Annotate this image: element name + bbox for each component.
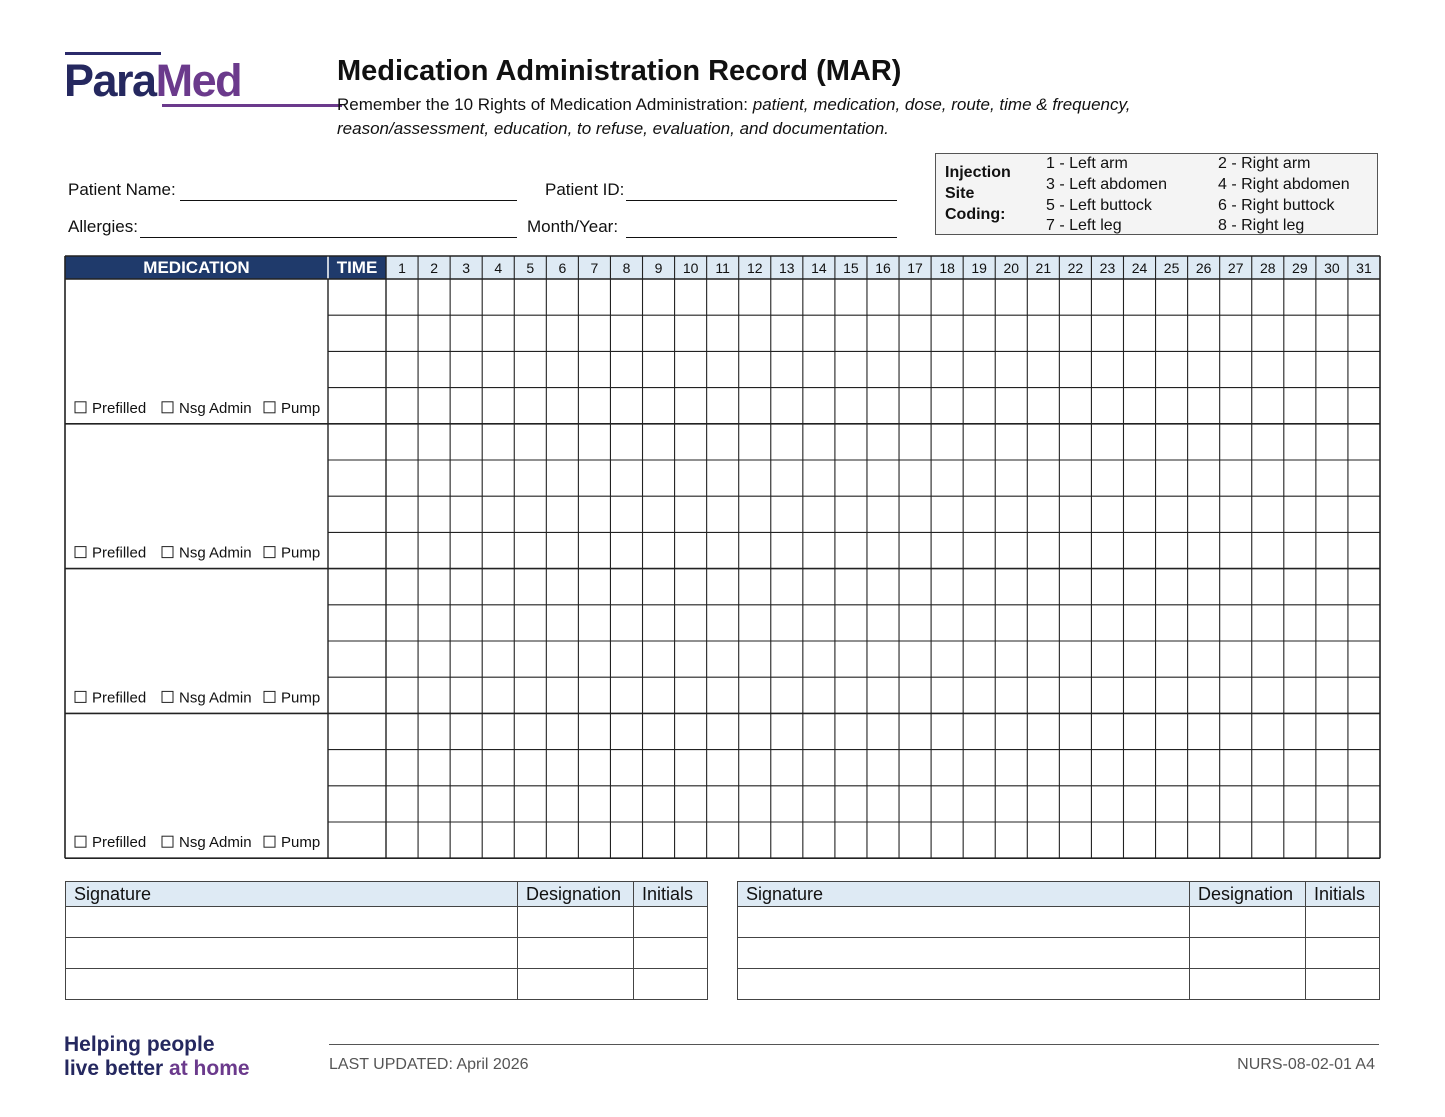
- prefilled-checkbox[interactable]: [75, 836, 86, 847]
- injection-code: 2 - Right arm: [1218, 155, 1311, 172]
- signature-cell[interactable]: [66, 907, 518, 938]
- nsg-admin-checkbox[interactable]: [162, 402, 173, 413]
- form-code: NURS-08-02-01 A4: [1237, 1056, 1375, 1073]
- footer-tagline: Helping people live better at home: [64, 1033, 250, 1080]
- injection-code: 6 - Right buttock: [1218, 197, 1335, 214]
- day-header-29: 29: [1292, 260, 1308, 276]
- page-title: Medication Administration Record (MAR): [337, 55, 902, 87]
- initials-cell[interactable]: [1306, 969, 1380, 1000]
- day-header-17: 17: [907, 260, 923, 276]
- patient-id-label: Patient ID:: [545, 180, 625, 199]
- signature-cell[interactable]: [66, 969, 518, 1000]
- day-header-30: 30: [1324, 260, 1340, 276]
- day-header-27: 27: [1227, 260, 1244, 276]
- designation-cell[interactable]: [518, 969, 634, 1000]
- day-header-26: 26: [1195, 260, 1212, 276]
- day-header-20: 20: [1003, 260, 1020, 276]
- day-header-6: 6: [558, 260, 567, 276]
- last-updated: LAST UPDATED: April 2026: [329, 1056, 529, 1073]
- subtitle-italic: patient, medication, dose, route, time & frequency, reason/assessment, education, to refuse, evaluation, and documentation.: [337, 95, 1131, 138]
- day-header-2: 2: [430, 260, 438, 276]
- pump-checkbox[interactable]: [264, 547, 275, 558]
- day-header-9: 9: [654, 260, 663, 276]
- injection-code: 1 - Left arm: [1046, 155, 1128, 172]
- day-header-12: 12: [746, 260, 763, 276]
- day-header-25: 25: [1163, 260, 1180, 276]
- designation-cell[interactable]: [518, 938, 634, 969]
- day-header-1: 1: [398, 260, 406, 276]
- nsg-admin-label: Nsg Admin: [179, 689, 252, 707]
- day-header-5: 5: [526, 260, 535, 276]
- injection-coding-label: Injection Site Coding:: [945, 164, 1011, 223]
- day-header-21: 21: [1035, 260, 1052, 276]
- prefilled-label: Prefilled: [92, 689, 147, 707]
- day-header-4: 4: [494, 260, 503, 276]
- nsg-admin-checkbox[interactable]: [162, 691, 173, 702]
- logo-wordmark: ParaMed: [64, 55, 242, 106]
- nsg-admin-label: Nsg Admin: [179, 399, 252, 417]
- initials-header: Initials: [1306, 882, 1380, 907]
- pump-checkbox[interactable]: [264, 402, 275, 413]
- day-header-3: 3: [462, 260, 471, 276]
- nsg-admin-checkbox[interactable]: [162, 547, 173, 558]
- nsg-admin-label: Nsg Admin: [179, 544, 252, 562]
- time-header: TIME: [336, 258, 378, 277]
- injection-code: 3 - Left abdomen: [1046, 176, 1167, 193]
- initials-cell[interactable]: [634, 938, 708, 969]
- injection-code: 5 - Left buttock: [1046, 197, 1152, 214]
- designation-cell[interactable]: [1190, 969, 1306, 1000]
- nsg-admin-label: Nsg Admin: [179, 834, 252, 852]
- initials-cell[interactable]: [634, 907, 708, 938]
- month-year-label: Month/Year:: [527, 217, 619, 236]
- signature-cell[interactable]: [738, 969, 1190, 1000]
- day-header-18: 18: [939, 260, 955, 276]
- day-header-11: 11: [715, 260, 730, 276]
- signature-header: Signature: [738, 882, 1190, 907]
- nsg-admin-checkbox[interactable]: [162, 836, 173, 847]
- designation-header: Designation: [1190, 882, 1306, 907]
- subtitle-plain: Remember the 10 Rights of Medication Administration:: [337, 95, 753, 114]
- day-header-19: 19: [971, 260, 987, 276]
- prefilled-label: Prefilled: [92, 544, 147, 562]
- prefilled-checkbox[interactable]: [75, 547, 86, 558]
- pump-checkbox[interactable]: [264, 691, 275, 702]
- designation-header: Designation: [518, 882, 634, 907]
- footer-divider: [329, 1044, 1379, 1045]
- initials-cell[interactable]: [1306, 938, 1380, 969]
- signature-table-right: [737, 881, 1380, 1000]
- day-header-16: 16: [875, 260, 891, 276]
- day-header-10: 10: [682, 260, 699, 276]
- allergies-label: Allergies:: [68, 217, 138, 236]
- signature-cell[interactable]: [66, 938, 518, 969]
- pump-checkbox[interactable]: [264, 836, 275, 847]
- designation-cell[interactable]: [1190, 938, 1306, 969]
- prefilled-label: Prefilled: [92, 834, 147, 852]
- designation-cell[interactable]: [518, 907, 634, 938]
- medication-header: MEDICATION: [143, 258, 250, 277]
- day-header-23: 23: [1099, 260, 1116, 276]
- day-header-8: 8: [622, 260, 631, 276]
- day-header-24: 24: [1131, 260, 1148, 276]
- signature-table-left: [65, 881, 708, 1000]
- initials-cell[interactable]: [634, 969, 708, 1000]
- day-header-28: 28: [1259, 260, 1276, 276]
- patient-name-label: Patient Name:: [68, 180, 176, 199]
- day-header-14: 14: [811, 260, 827, 276]
- pump-label: Pump: [281, 834, 321, 852]
- pump-label: Pump: [281, 399, 321, 417]
- day-header-15: 15: [843, 260, 859, 276]
- pump-label: Pump: [281, 689, 321, 707]
- injection-code: 4 - Right abdomen: [1218, 176, 1350, 193]
- prefilled-checkbox[interactable]: [75, 691, 86, 702]
- initials-cell[interactable]: [1306, 907, 1380, 938]
- signature-header: Signature: [66, 882, 518, 907]
- designation-cell[interactable]: [1190, 907, 1306, 938]
- prefilled-checkbox[interactable]: [75, 402, 86, 413]
- injection-code: 7 - Left leg: [1046, 217, 1122, 234]
- prefilled-label: Prefilled: [92, 399, 147, 417]
- initials-header: Initials: [634, 882, 708, 907]
- day-header-31: 31: [1356, 260, 1372, 276]
- day-header-22: 22: [1067, 260, 1084, 276]
- signature-cell[interactable]: [738, 907, 1190, 938]
- signature-cell[interactable]: [738, 938, 1190, 969]
- injection-code: 8 - Right leg: [1218, 217, 1305, 234]
- pump-label: Pump: [281, 544, 321, 562]
- day-header-7: 7: [590, 260, 599, 276]
- day-header-13: 13: [779, 260, 795, 276]
